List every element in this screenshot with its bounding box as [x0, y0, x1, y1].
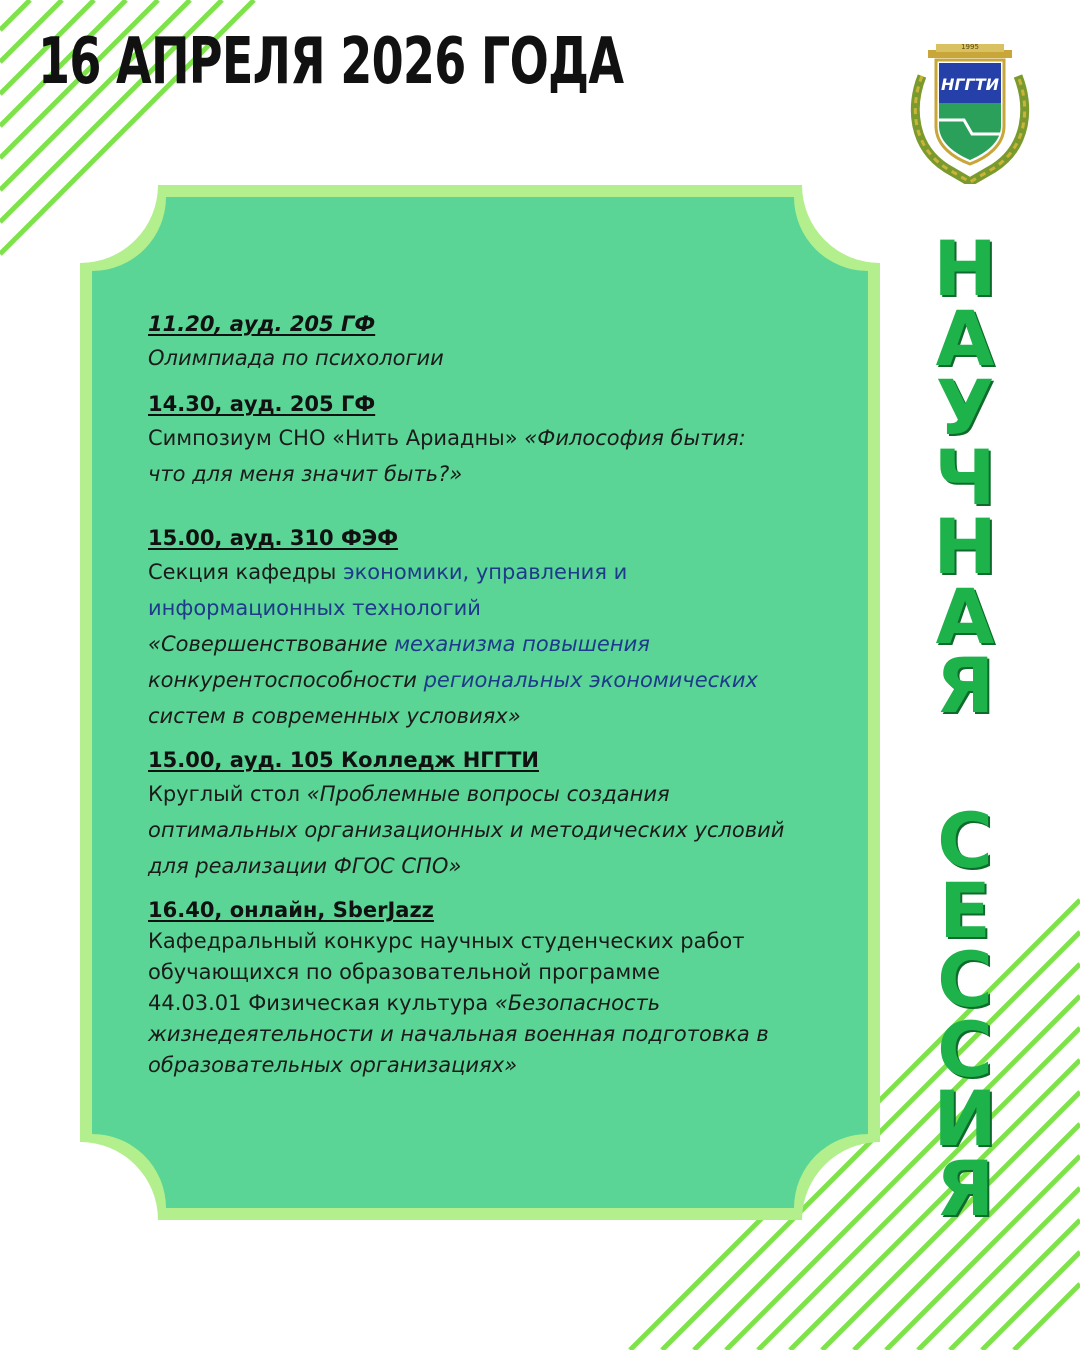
- event-1: [148, 308, 828, 376]
- event-3-line-1-blue: экономики, управления и: [343, 560, 628, 584]
- event-3-line-4-a: конкурентоспособности: [148, 668, 424, 692]
- event-3-line-3: [148, 626, 828, 662]
- page-title: 16 АПРЕЛЯ 2026 ГОДА: [38, 25, 624, 99]
- event-3-line-2: информационных технологий: [148, 596, 481, 620]
- vertical-letter: Н: [933, 502, 997, 591]
- schedule-list: [148, 308, 828, 1081]
- vertical-letter: У: [935, 363, 995, 452]
- institute-emblem-icon: [906, 36, 1034, 184]
- event-3-line-1: [148, 554, 828, 590]
- event-1-time: 11.20, ауд. 205 ГФ: [148, 312, 376, 336]
- event-3-line-4-b: региональных экономических: [423, 668, 758, 692]
- vertical-letter: Я: [935, 1143, 995, 1233]
- vertical-letter: С: [937, 935, 993, 1024]
- event-4-line-1-plain: Круглый стол: [148, 782, 307, 806]
- vertical-letter: Я: [935, 641, 995, 730]
- event-3-time: 15.00, ауд. 310 ФЭФ: [148, 526, 399, 550]
- event-5: [148, 894, 828, 1081]
- event-2-line-1: [148, 420, 828, 456]
- vertical-letter: Н: [933, 224, 997, 313]
- vertical-letter: А: [935, 293, 995, 383]
- event-5-line-1: Кафедральный конкурс научных студенческих работ: [148, 929, 745, 953]
- event-4: [148, 744, 828, 884]
- vertical-letter: А: [935, 571, 995, 661]
- vertical-letter: Е: [939, 865, 991, 955]
- vertical-title-word-1: [920, 224, 1010, 730]
- vertical-letter: С: [937, 1004, 993, 1094]
- vertical-letter: Ч: [934, 432, 996, 522]
- event-5-line-5: образовательных организациях»: [148, 1053, 518, 1077]
- event-5-line-3-italic: «Безопасность: [494, 991, 661, 1015]
- event-1-title: Олимпиада по психологии: [148, 346, 444, 370]
- event-5-line-3-plain: 44.03.01 Физическая культура: [148, 991, 495, 1015]
- event-4-line-1: [148, 776, 828, 812]
- event-4-line-3: для реализации ФГОС СПО»: [148, 854, 462, 878]
- event-2-line-1-italic: «Философия бытия:: [524, 426, 746, 450]
- event-3-line-3-b: механизма повышения: [394, 632, 650, 656]
- event-2-line-1-plain: Симпозиум СНО «Нить Ариадны»: [148, 426, 525, 450]
- event-2-time: 14.30, ауд. 205 ГФ: [148, 392, 376, 416]
- event-4-line-1-italic: «Проблемные вопросы создания: [306, 782, 670, 806]
- emblem-text: НГГТИ: [940, 75, 1000, 94]
- event-4-time: 15.00, ауд. 105 Колледж НГГТИ: [148, 748, 539, 772]
- event-3-line-4: [148, 662, 828, 698]
- event-3-line-1-plain: Секция кафедры: [148, 560, 344, 584]
- vertical-title-word-2: [920, 796, 1010, 1233]
- vertical-letter: С: [937, 796, 993, 885]
- event-5-time: 16.40, онлайн, SberJazz: [148, 898, 434, 922]
- emblem-year: 1995: [961, 43, 979, 51]
- event-4-line-2: оптимальных организационных и методических условий: [148, 818, 785, 842]
- event-5-line-2: обучающихся по образовательной программе: [148, 960, 660, 984]
- event-5-line-4: жизнедеятельности и начальная военная подготовка в: [148, 1022, 769, 1046]
- event-2: [148, 388, 828, 492]
- event-3: [148, 522, 828, 734]
- event-2-line-2: что для меня значит быть?»: [148, 462, 463, 486]
- event-3-line-5: систем в современных условиях»: [148, 704, 521, 728]
- vertical-letter: И: [933, 1074, 997, 1163]
- event-3-line-3-a: «Совершенствование: [148, 632, 395, 656]
- event-5-line-3: [148, 988, 828, 1019]
